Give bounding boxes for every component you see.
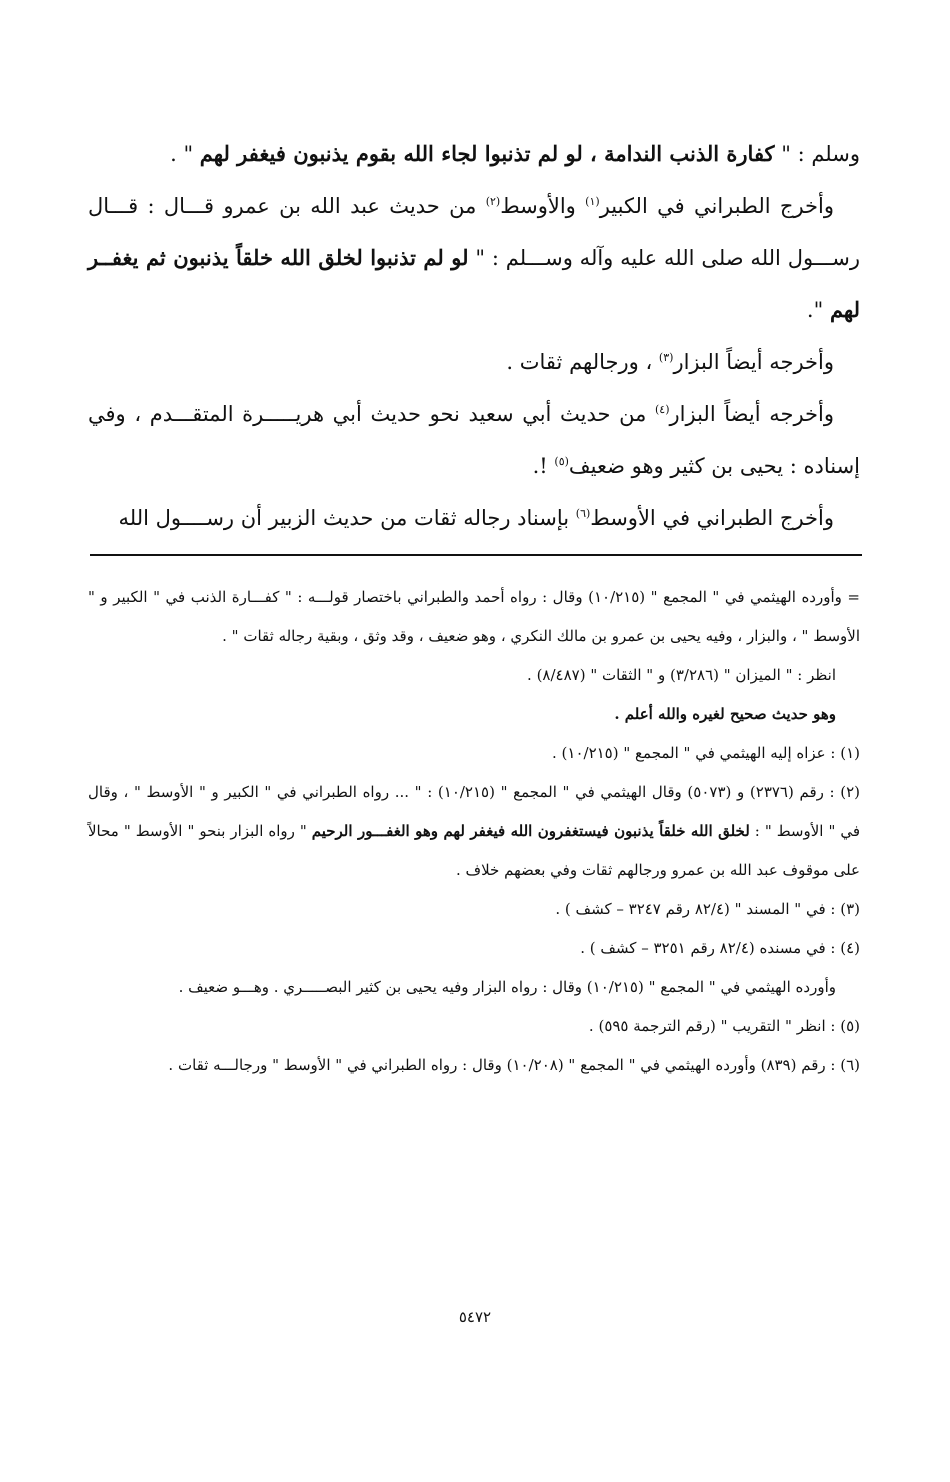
paragraph-1 [88, 128, 860, 180]
footnote-6: (٦) : رقم (٨٣٩) وأورده الهيثمي في " المجمع " (١٠/٢٠٨) وقال : رواه الطبراني في " الأوسط " ورجالـــه ثقات . [168, 1056, 860, 1074]
main-text [88, 128, 860, 544]
text-run: وأخرجه أيضاً البزار [673, 350, 834, 374]
text-run: والأوسط [500, 194, 586, 218]
hadith-text: لخلق الله خلقاً يذنبون فيستغفرون الله فيغفر لهم وهو الغفـــور الرحيم [311, 822, 750, 840]
hadith-text: لو لم تذنبوا لخلق الله خلقاً يذنبون ثم يغفــر لهم [88, 245, 860, 322]
page-number: ٥٤٧٢ [458, 1308, 492, 1326]
footnote-1: (١) : عزاه إليه الهيثمي في " المجمع " (١٠/٢١٥) . [552, 744, 860, 762]
footnote-ref: (٢) [485, 195, 501, 208]
footnote-line: انظر : " الميزان " (٣/٢٨٦) و " الثقات " (٨/٤٨٧) . [527, 666, 836, 684]
footnote-ref: (٤) [655, 403, 670, 416]
text-run: ، ورجالهم ثقات . [506, 350, 659, 374]
paragraph-4 [88, 388, 860, 492]
text-run: !. [532, 454, 555, 478]
footnotes [88, 578, 860, 1085]
footnote-2 [88, 773, 860, 890]
hadith-text: كفارة الذنب الندامة ، لو لم تذنبوا لجاء الله بقوم يذنبون فيغفر لهم [199, 141, 775, 166]
text-run: وأخرجه أيضاً البزار [669, 402, 834, 426]
text-run: من حديث أبي سعيد نحو حديث أبي هريـــــرة المتقـــدم ، وفي إسناده : يحيى بن كثير وهو ضعيف [88, 402, 860, 478]
footnote-continued: = وأورده الهيثمي في " المجمع " (١٠/٢١٥) وقال : رواه أحمد والطبراني باختصار قولـــه : " كفـــارة الذنب في " الكبير و " الأوسط " ، والبزار ، وفيه يحيى بن عمرو بن مالك النكري ، وهو ضعيف ، وقد وثق ، وبقية رجاله ثقات " . [88, 588, 860, 645]
text-run: (٢) : رقم (٢٣٧٦) و (٥٠٧٣) وقال الهيثمي في " المجمع " (١٠/٢١٥) : " ... رواه الطبراني في " الكبير و " الأوسط " ، وقال في " الأوسط " : [88, 783, 861, 840]
paragraph-5 [88, 492, 860, 544]
text-run: وسلم : " [774, 142, 860, 166]
paragraph-2 [88, 180, 860, 336]
footnote-ref: (٣) [658, 351, 674, 364]
text-run: " . [170, 142, 200, 166]
text-run: وأخرج الطبراني في الكبير [599, 194, 834, 218]
paragraph-3 [88, 336, 860, 388]
footnote-4: (٤) : في مسنده (٨٢/٤ رقم ٣٢٥١ – كشف ) . [580, 939, 860, 957]
footnote-separator [90, 554, 862, 556]
text-run: " رواه البزار بنحو " الأوسط " محالاً على موقوف عبد الله بن عمرو ورجالهم ثقات وفي بعضهم خلاف . [88, 822, 860, 879]
footnote-3: (٣) : في " المسند " (٨٢/٤ رقم ٣٢٤٧ – كشف ) . [555, 900, 860, 918]
footnote-5: (٥) : انظر " التقريب " (رقم الترجمة ٥٩٥) . [588, 1017, 860, 1035]
text-run: وأخرج الطبراني في الأوسط [590, 506, 834, 530]
text-run: بإسناد رجاله ثقات من حديث الزبير أن رســــول الله [118, 506, 576, 530]
footnote-line: وأورده الهيثمي في " المجمع " (١٠/٢١٥) وقال : رواه البزار وفيه يحيى بن كثير البصـــــري . وهـــو ضعيف . [178, 978, 836, 996]
footnote-ref: (٥) [554, 455, 569, 468]
footnote-verdict: وهو حديث صحيح لغيره والله أعلم . [614, 705, 836, 723]
footnote-ref: (٦) [575, 507, 591, 520]
text-run: ". [806, 298, 830, 322]
footnote-ref: (١) [585, 195, 600, 208]
text-run: من حديث عبد الله بن عمرو قـــال : قـــال رســـول الله صلى الله عليه وآله وســـلم : " [88, 194, 861, 270]
